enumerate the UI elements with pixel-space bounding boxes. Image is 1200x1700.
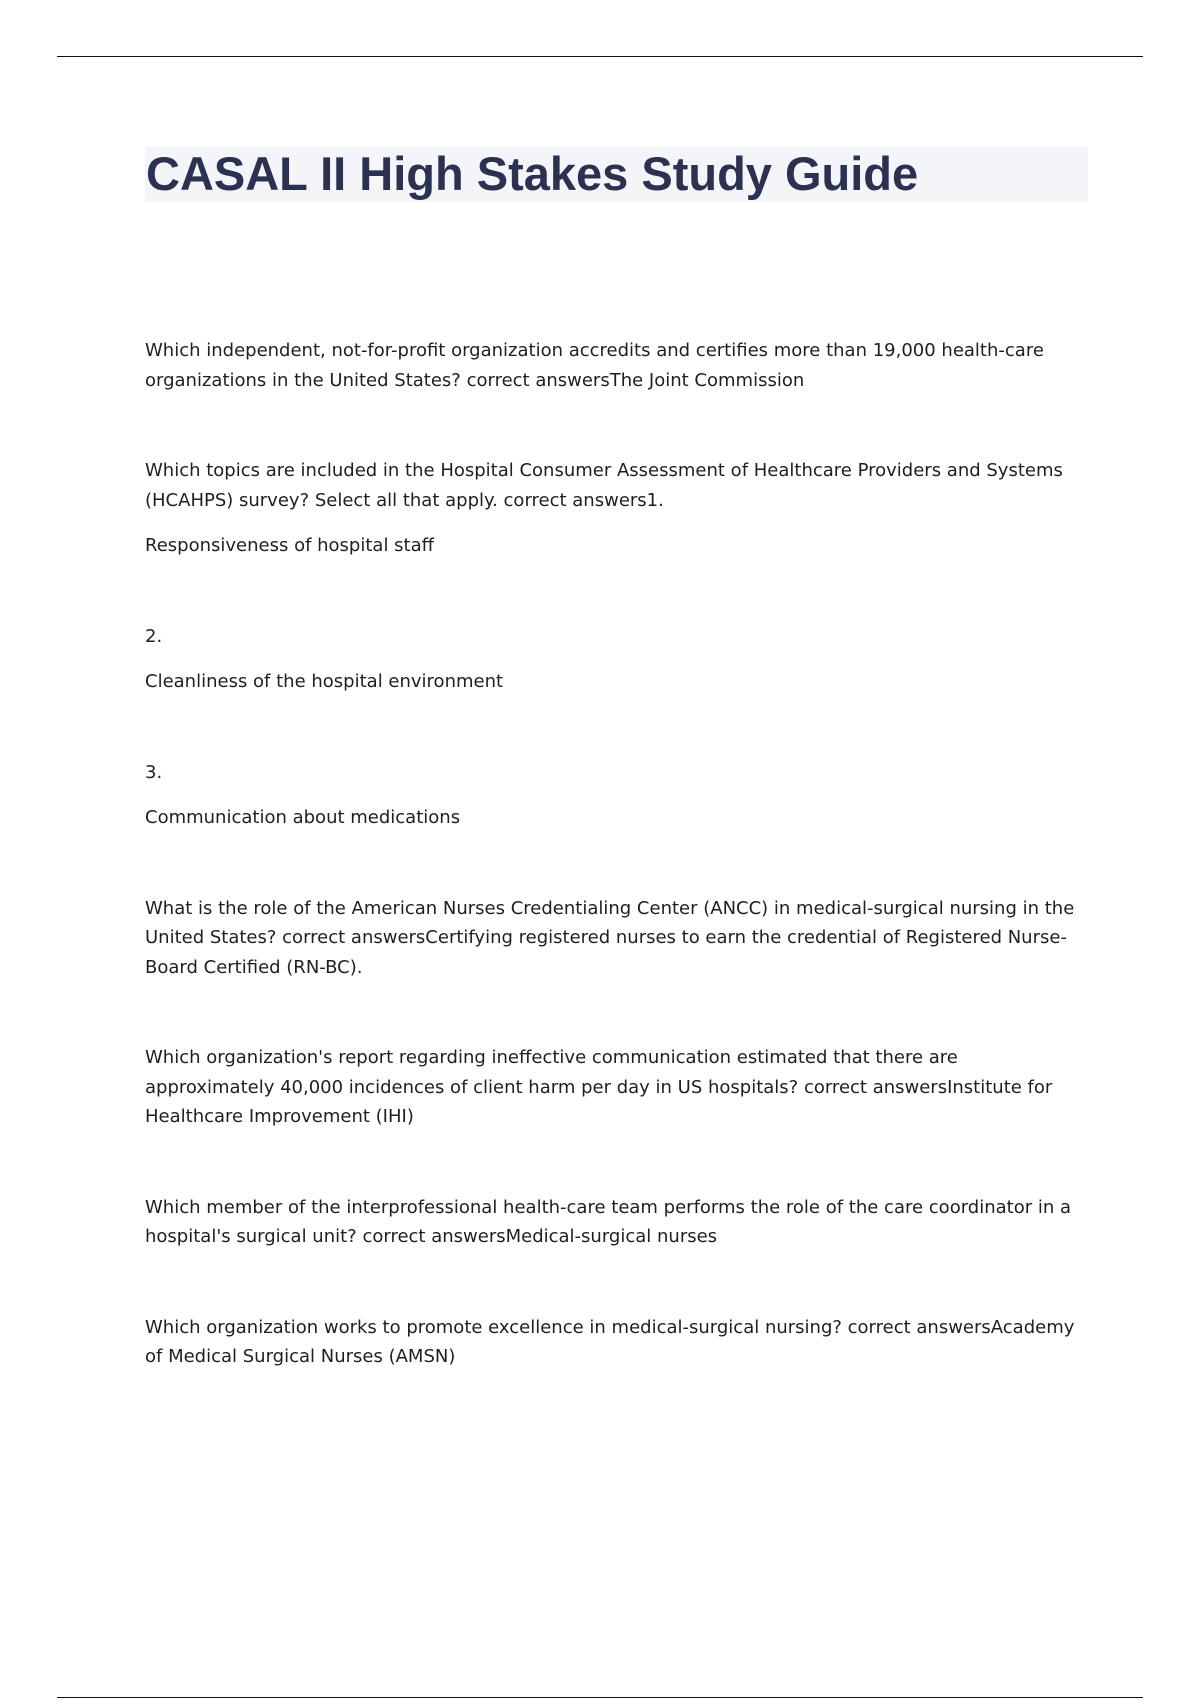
paragraph-joint-commission: Which independent, not-for-profit organization accredits and certifies more than 19,000 health-care organizations in the United States? correct answersThe Joint Commission — [145, 340, 1044, 391]
paragraph-ancc-role: What is the role of the American Nurses Credentialing Center (ANCC) in medical-surgical nursing in the United States? correct answersCertifying registered nurses to earn the credential of Registered Nurse-Board Certified (RN-BC). — [145, 897, 1075, 978]
paragraph-hcahps-answer-3: Communication about medications — [145, 807, 461, 828]
top-page-rule — [57, 56, 1143, 57]
paragraph-hcahps-answer-2: Cleanliness of the hospital environment — [145, 671, 504, 692]
paragraph-ineffective-communication: Which organization's report regarding ineffective communication estimated that there are approximately 40,000 incidences of client harm per day in US hospitals? correct answersInstitute for Healthcare Improvement (IHI) — [145, 1047, 1053, 1127]
bottom-page-rule — [57, 1697, 1143, 1698]
paragraph-list-number-2: 2. — [145, 625, 163, 647]
paragraph-hcahps-answer-1: Responsiveness of hospital staff — [145, 535, 435, 556]
document-title: CASAL II High Stakes Study Guide — [146, 147, 919, 200]
paragraph-list-number-3: 3. — [145, 761, 163, 783]
document-body — [145, 336, 1090, 1372]
paragraph-hcahps-question: Which topics are included in the Hospital Consumer Assessment of Healthcare Providers and Systems (HCAHPS) survey? Select all that apply. correct answers1. — [145, 460, 1063, 511]
paragraph-amsn: Which organization works to promote excellence in medical-surgical nursing? correct answersAcademy of Medical Surgical Nurses (AMSN) — [145, 1316, 1075, 1367]
paragraph-care-coordinator: Which member of the interprofessional health-care team performs the role of the care coordinator in a hospital's surgical unit? correct answersMedical-surgical nurses — [145, 1196, 1072, 1247]
